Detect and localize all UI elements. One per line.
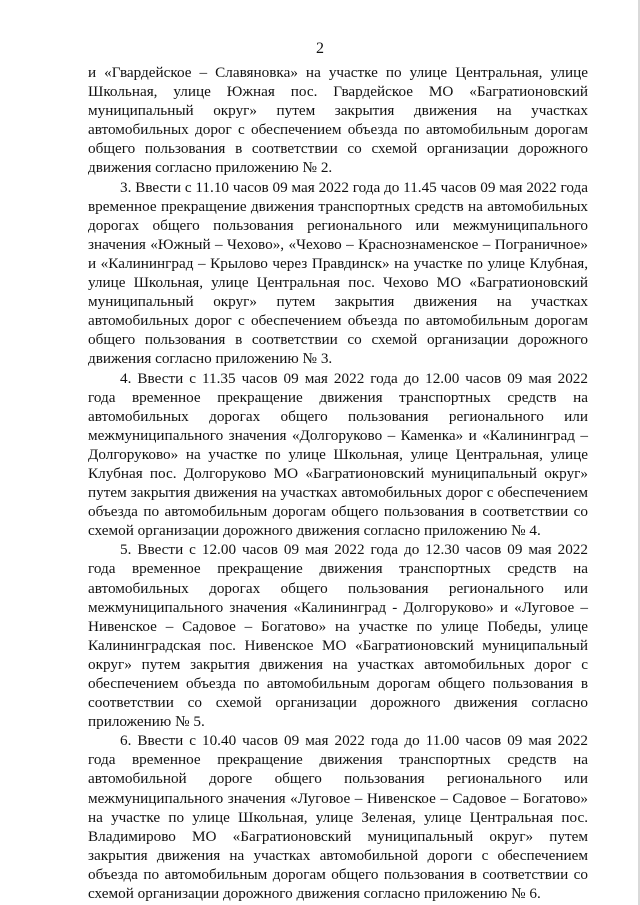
paragraph-item-5: 5. Ввести с 12.00 часов 09 мая 2022 года до 12.30 часов 09 мая 2022 года временное прекращение движения транспортных средств на автомобильных дорогах общего пользования регионального или межмуниципального значения «Калининград - Долгоруково» и «Луговое – Нивенское – Садовое – Богатово» на участке по улице Победы, улице Калининградская пос. Нивенское МО «Багратионовский муниципальный округ» путем закрытия движения на участках автомобильных дорог с обеспечением объезда по автомобильным дорогам общего пользования в соответствии со схемой организации дорожного движения согласно приложению № 5. [88, 541, 588, 731]
page-number: 2 [316, 40, 324, 57]
paragraph-item-4: 4. Ввести с 11.35 часов 09 мая 2022 года до 12.00 часов 09 мая 2022 года временное прекращение движения транспортных средств на автомобильных дорогах общего пользования регионального или межмуниципального значения «Долгоруково – Каменка» и «Калининград – Долгоруково» на участке по улице Школьная, улице Центральная, улице Клубная пос. Долгоруково МО «Багратионовский муниципальный округ» путем закрытия движения на участках автомобильных дорог с обеспечением объезда по автомобильным дорогам общего пользования в соответствии со схемой организации дорожного движения согласно приложению № 4. [88, 369, 588, 540]
paragraph-continuation: и «Гвардейское – Славяновка» на участке по улице Центральная, улице Школьная, улице Южная пос. Гвардейское МО «Багратионовский муниципальный округ» путем закрытия движения на участках автомобильных дорог с обеспечением объезда по автомобильным дорогам общего пользования в соответствии со схемой организации дорожного движения согласно приложению № 2. [88, 64, 588, 177]
document-body [88, 63, 588, 903]
paragraph-item-3: 3. Ввести с 11.10 часов 09 мая 2022 года до 11.45 часов 09 мая 2022 года временное прекращение движения транспортных средств на автомобильных дорогах общего пользования регионального или межмуниципального значения «Южный – Чехово», «Чехово – Краснознаменское – Пограничное» и «Калининград – Крылово через Правдинск» на участке по улице Клубная, улице Школьная, улице Центральная пос. Чехово МО «Багратионовский муниципальный округ» путем закрытия движения на участках автомобильных дорог с обеспечением объезда по автомобильным дорогам общего пользования в соответствии со схемой организации дорожного движения согласно приложению № 3. [88, 178, 588, 368]
paragraph-item-6: 6. Ввести с 10.40 часов 09 мая 2022 года до 11.00 часов 09 мая 2022 года временное прекращение движения транспортных средств на автомобильной дороге общего пользования регионального или межмуниципального значения «Луговое – Нивенское – Садовое – Богатово» на участке по улице Школьная, улице Зеленая, улице Центральная пос. Владимирово МО «Багратионовский муниципальный округ» путем закрытия движения на участках автомобильной дороги с обеспечением объезда по автомобильным дорогам общего пользования в соответствии со схемой организации дорожного движения согласно приложению № 6. [88, 732, 588, 903]
